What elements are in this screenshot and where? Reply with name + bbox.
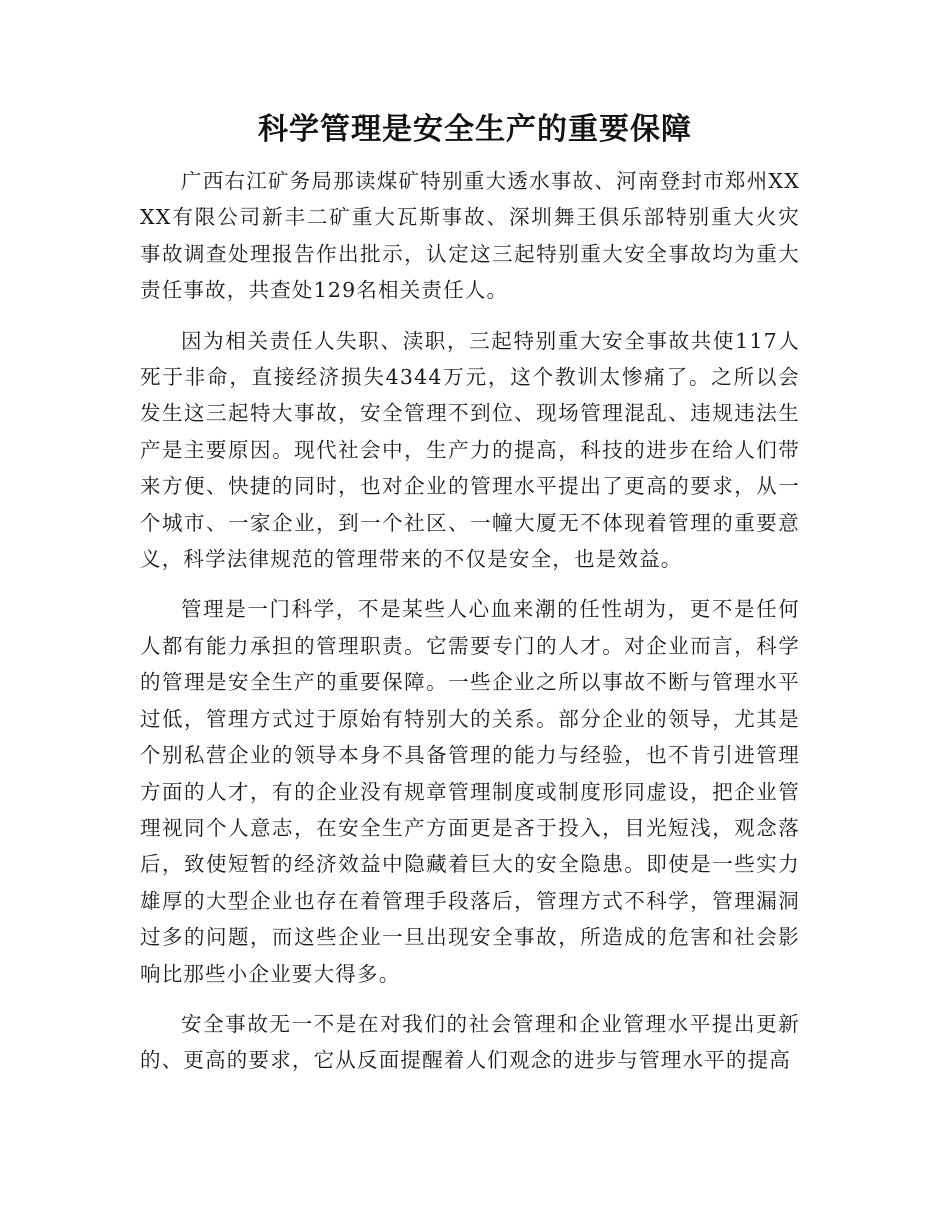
paragraph-4: 安全事故无一不是在对我们的社会管理和企业管理水平提出更新的、更高的要求，它从反面提醒着人们观念的进步与管理水平的提高 bbox=[140, 1011, 800, 1073]
paragraph-1: 广西右江矿务局那读煤矿特别重大透水事故、河南登封市郑州XXXX有限公司新丰二矿重大瓦斯事故、深圳舞王俱乐部特别重大火灾事故调查处理报告作出批示，认定这三起特别重大安全事故均为重大责任事故，共查处129名相关责任人。 bbox=[140, 169, 800, 303]
document-title: 科学管理是安全生产的重要保障 bbox=[258, 112, 692, 147]
paragraph-3: 管理是一门科学，不是某些人心血来潮的任性胡为，更不是任何人都有能力承担的管理职责。它需要专门的人才。对企业而言，科学的管理是安全生产的重要保障。一些企业之所以事故不断与管理水平过低，管理方式过于原始有特别大的关系。部分企业的领导，尤其是个别私营企业的领导本身不具备管理的能力与经验，也不肯引进管理方面的人才，有的企业没有规章管理制度或制度形同虚设，把企业管理视同个人意志，在安全生产方面更是吝于投入，目光短浅，观念落后，致使短暂的经济效益中隐藏着巨大的安全隐患。即使是一些实力雄厚的大型企业也存在着管理手段落后，管理方式不科学，管理漏洞过多的问题，而这些企业一旦出现安全事故，所造成的危害和社会影响比那些小企业要大得多。 bbox=[140, 597, 800, 986]
paragraph-2: 因为相关责任人失职、渎职，三起特别重大安全事故共使117人死于非命，直接经济损失4344万元，这个教训太惨痛了。之所以会发生这三起特大事故，安全管理不到位、现场管理混乱、违规违法生产是主要原因。现代社会中，生产力的提高，科技的进步在给人们带来方便、快捷的同时，也对企业的管理水平提出了更高的要求，从一个城市、一家企业，到一个社区、一幢大厦无不体现着管理的重要意义，科学法律规范的管理带来的不仅是安全，也是效益。 bbox=[140, 328, 800, 572]
document-body bbox=[140, 163, 800, 1093]
